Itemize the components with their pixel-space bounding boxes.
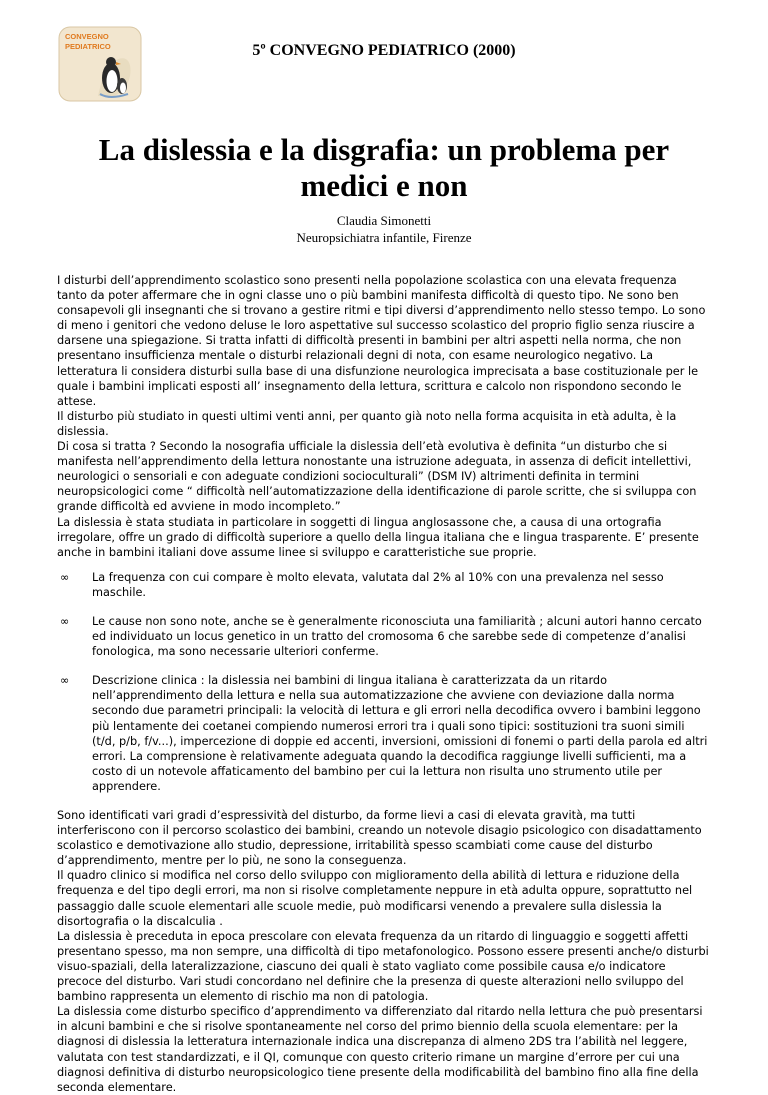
bullet-text: La frequenza con cui compare è molto elevata, valutata dal 2% al 10% con una prevalenza nel sesso maschile. — [92, 570, 664, 599]
author-role: Neuropsichiatra infantile, Firenze — [296, 230, 472, 245]
intro-paragraph: I disturbi dell’apprendimento scolastico sono presenti nella popolazione scolastica con una elevata frequenza tanto da poter affermare che in ogni classe uno o più bambini manifesta difficoltà di questo tipo. Ne sono ben consapevoli gli insegnanti che si trovano a gestire ritmi e tipi diversi d’apprendimento nello stesso tempo. Lo sono di meno i genitori che vedono deluse le loro aspettative sul successo scolastico del proprio figlio senza riuscire a darsene una spiegazione. Si tratta infatti di difficoltà presenti in bambini per altri aspetti nella norma, che non presentano insufficienza mentale o disturbi relazionali degni di nota, con esame neurologico negativo. La letteratura li considera disturbi sulla base di una disfunzione neurologica imprecisata a base costituzionale per le quale i bambini implicati esposti all’ insegnamento della lettura, scrittura e calcolo non rispondono secondo le attese. — [57, 274, 706, 408]
article-title: La dislessia e la disgrafia: un problema per medici e non — [98, 132, 670, 203]
body-paragraph: La dislessia come disturbo specifico d’apprendimento va differenziato dal ritardo nella lettura che può presentarsi in alcuni bambini e che si risolve spontaneamente nel corso del primo biennio della scuola elementare: per la diagnosi di dislessia la letteratura internazionale indica una discrepanza di almeno 2DS tra l’abilità nel leggere, valutata con test standardizzati, e il QI, comunque con questo criterio rimane un margine d’errore per cui una diagnosi definitiva di disturbo neuropsicologico tiene presente della modificabilità del bambino fino alla fine della seconda elementare. — [57, 1005, 703, 1094]
body-paragraph: Il quadro clinico si modifica nel corso dello sviluppo con miglioramento della abilità di lettura e riduzione della frequenza e del tipo degli errori, ma non si risolve completamente neppure in età adulta oppure, soprattutto nel passaggio dalle scuole elementari alle scuole medie, può modificarsi venendo a prevalere sulla dislessia la disortografia o la discalculia . — [57, 869, 693, 928]
body-paragraph: La dislessia è preceduta in epoca prescolare con elevata frequenza da un ritardo di linguaggio e soggetti affetti presentano spesso, ma non sempre, una difficoltà di tipo metafonologico. Possono essere presenti anche/o disturbi visuo-spaziali, della lateralizzazione, ciascuno dei quali è stato vagliato come possibile causa e/o indicatore precoce del disturbo. Vari studi concordano nel definire che la presenza di queste alterazioni nello sviluppo del bambino rappresenta un elemento di rischio ma non di patologia. — [57, 929, 709, 1004]
intro-paragraph: Il disturbo più studiato in questi ultimi venti anni, per quanto già noto nella forma acquisita in età adulta, è la dislessia. — [57, 409, 677, 438]
infinity-bullet-icon: ∞ — [60, 674, 70, 688]
intro-paragraph: La dislessia è stata studiata in particolare in soggetti di lingua anglosassone che, a causa di una ortografia irregolare, offre un grado di difficoltà superiore a quello della lingua italiana che e lingua trasparente. E’ presente anche in bambini italiani dove assume linee si sviluppo e caratteristiche sue proprie. — [57, 515, 699, 559]
intro-paragraph: Di cosa si tratta ? Secondo la nosografia ufficiale la dislessia dell’età evolutiva è definita “un disturbo che si manifesta nell’apprendimento della lettura nonostante una istruzione adeguata, in assenza di deficit intellettivi, neurologici o sensoriali e con adeguate condizioni socioculturali” (DSM IV) altrimenti definita in termini neuropsicologici come “ difficoltà nell’automatizzazione della identificazione di parole scritte, che si sviluppa con grande difficoltà ed avviene in modo incompleto.” — [57, 440, 697, 514]
bullet-item — [57, 673, 709, 794]
bullet-item — [57, 614, 709, 659]
bullet-list — [57, 570, 709, 794]
bullet-text: Le cause non sono note, anche se è generalmente riconosciuta una familiarità ; alcuni autori hanno cercato ed individuato un locus genetico in un tratto del cromosoma 6 che sarebbe sede di competenze d’analisi fonologica, ma sono necessarie ulteriori conferme. — [92, 614, 702, 659]
infinity-bullet-icon: ∞ — [60, 570, 70, 584]
article-body — [57, 273, 709, 1095]
bullet-item — [57, 570, 709, 600]
bullet-text: Descrizione clinica : la dislessia nei bambini di lingua italiana è caratterizzata da un ritardo nell’apprendimento della lettura e nella sua automatizzazione che avviene con deviazione dalla norma secondo due parametri principali: la velocità di lettura e gli errori nella decodifica ovvero i bambini leggono più lentamente dei coetanei compiendo numerosi errori tra i quali sono tipici: sostituzioni tra suoni simili (t/d, p/b, f/v...), impercezione di doppie ed accenti, inversioni, omissioni di fonemi o parti della parola ed altri errori. La comprensione è relativamente adeguata quando la decodifica raggiunge livelli sufficienti, ma a costo di un notevole affaticamento del bambino per cui la lettura non risulta uno strumento utile per apprendere. — [92, 674, 708, 793]
conference-header: 5º CONVEGNO PEDIATRICO (2000) — [252, 42, 516, 59]
svg-text:PEDIATRICO: PEDIATRICO — [65, 42, 111, 51]
svg-text:CONVEGNO: CONVEGNO — [65, 32, 109, 41]
infinity-bullet-icon: ∞ — [60, 614, 70, 628]
convegno-pediatrico-logo — [58, 26, 142, 102]
author-block — [0, 212, 768, 246]
body-paragraph: Sono identificati vari gradi d’espressività del disturbo, da forme lievi a casi di elevata gravità, ma tutti interferiscono con il percorso scolastico dei bambini, creando un notevole disagio psicologico con disadattamento scolastico e demotivazione allo studio, depressione, irritabilità spesso scambiati come cause del disturbo d’apprendimento, mentre per lo più, ne sono la conseguenza. — [57, 809, 702, 868]
author-name: Claudia Simonetti — [336, 213, 432, 228]
